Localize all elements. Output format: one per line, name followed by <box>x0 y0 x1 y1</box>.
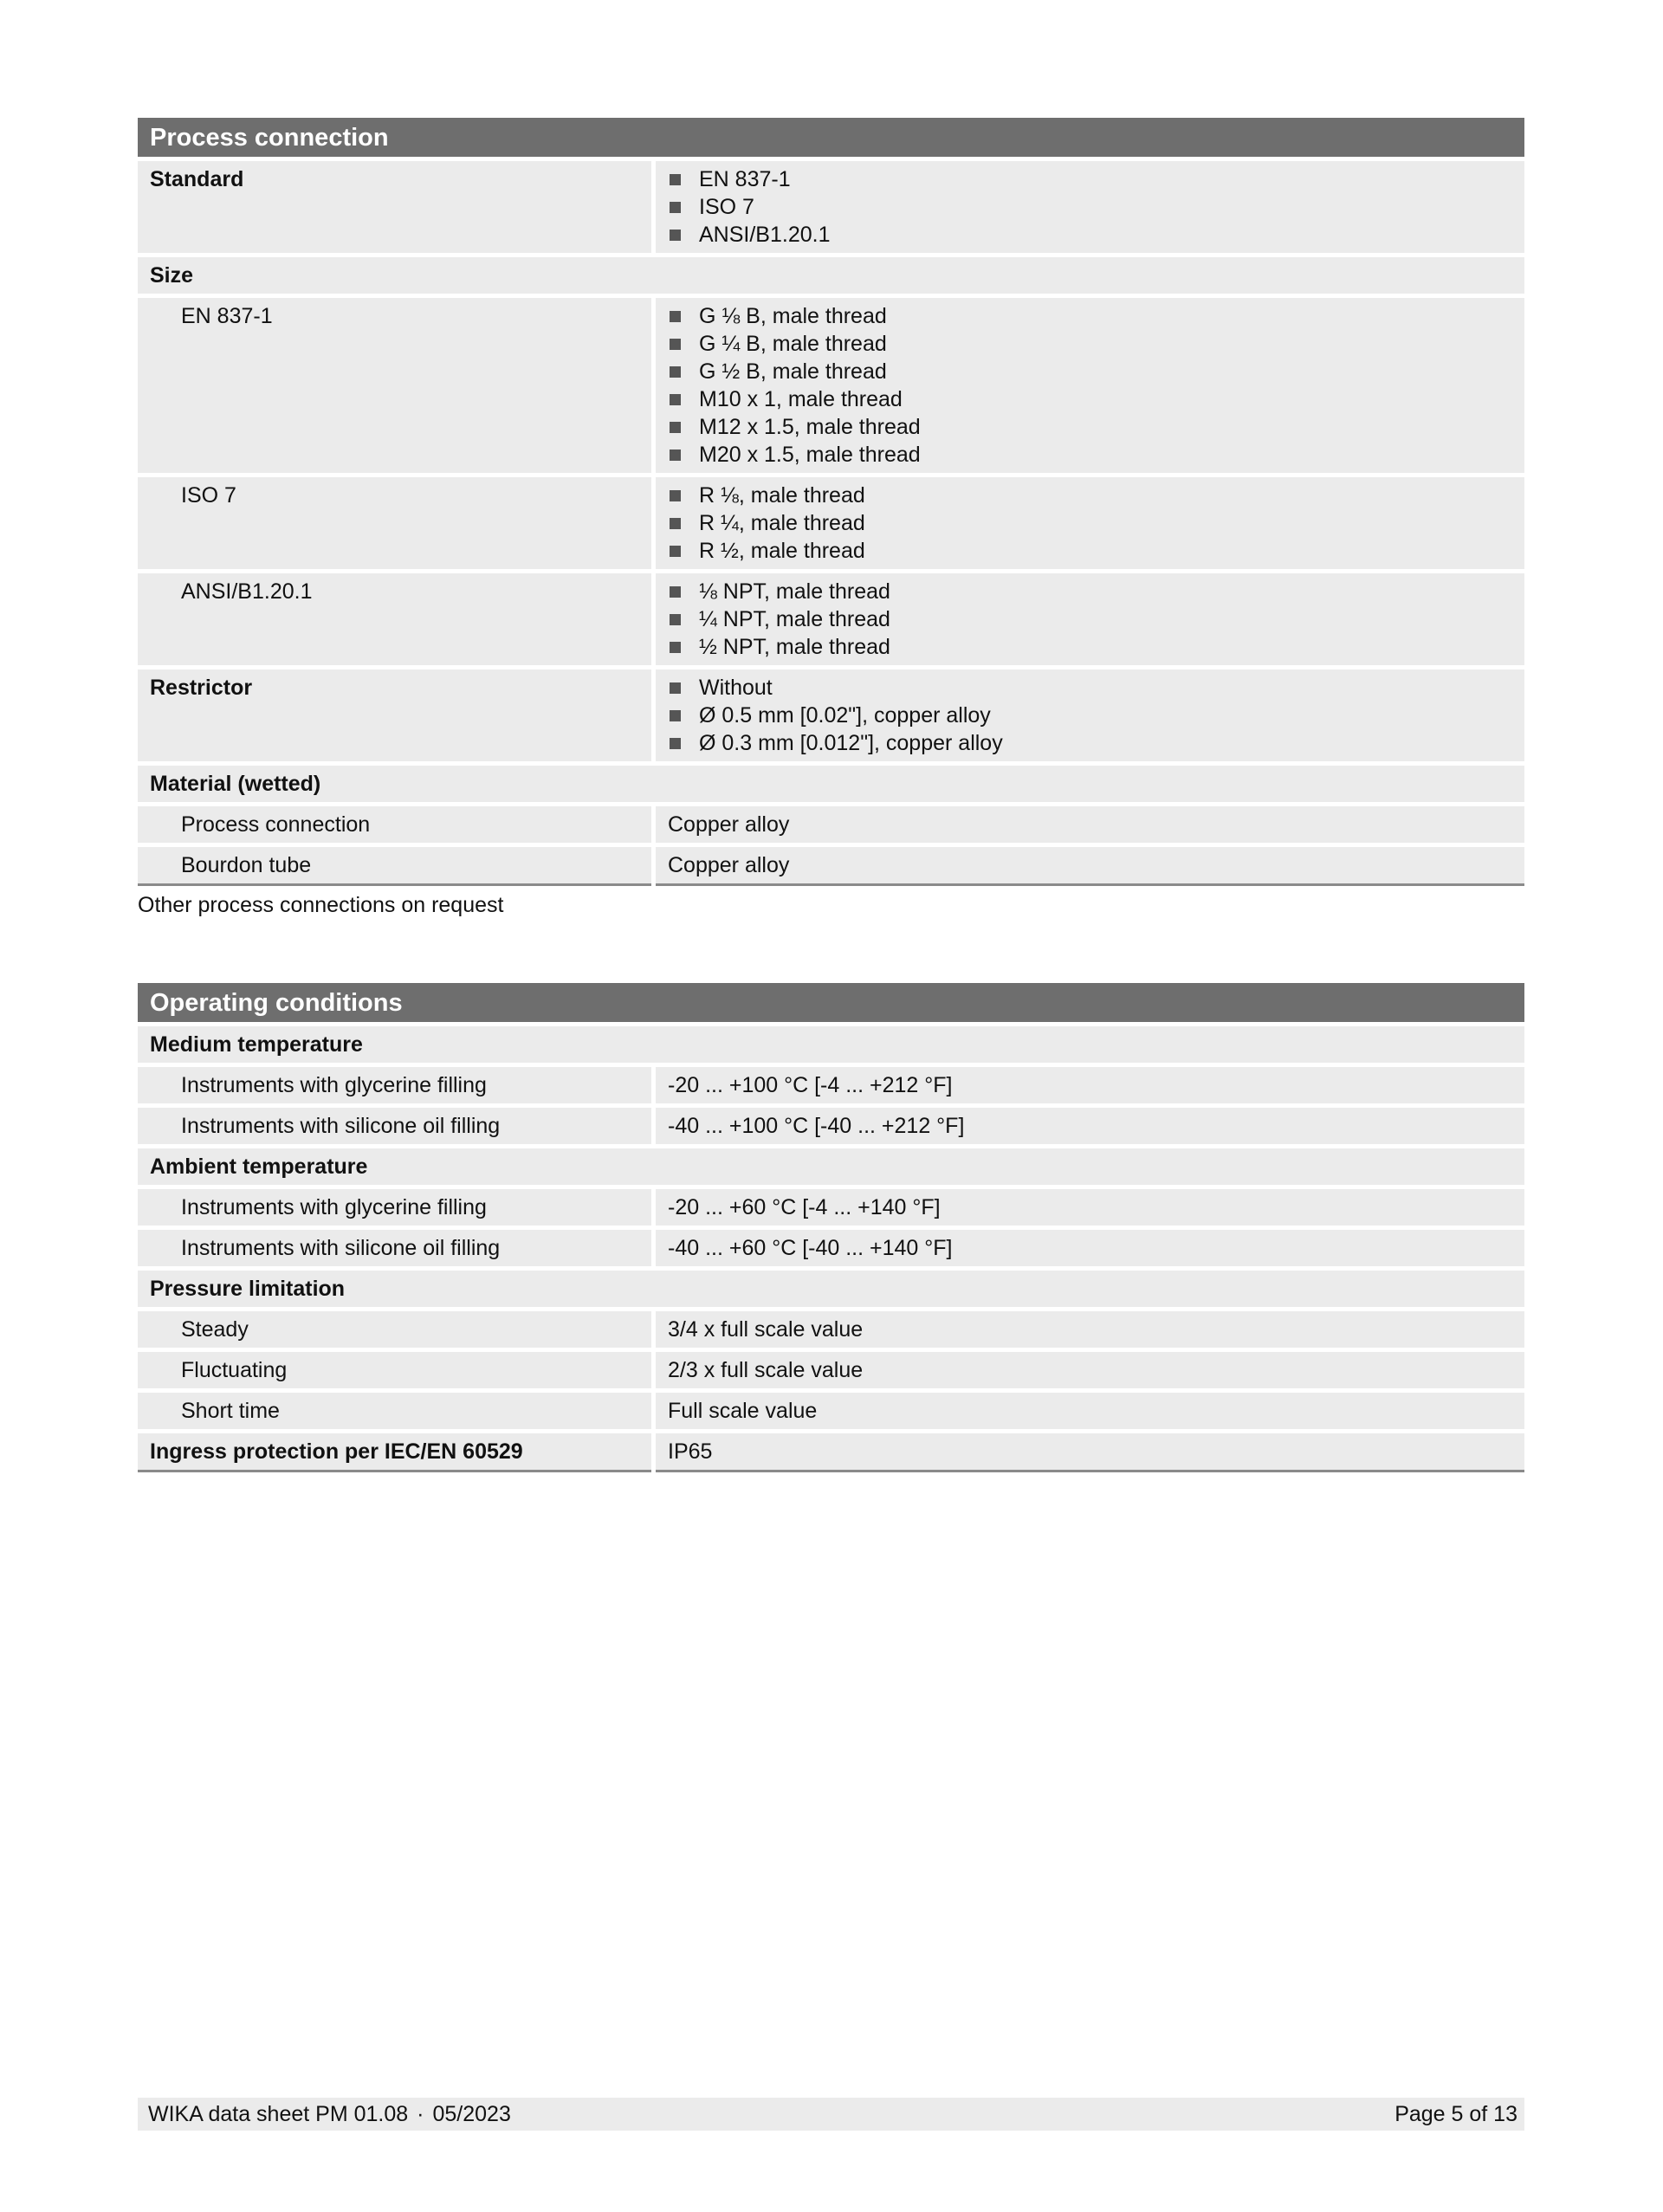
table-row-ambient-temperature-heading <box>138 1148 1524 1185</box>
table-row <box>138 1108 1524 1144</box>
list-item: ⅛ NPT, male thread <box>668 578 1524 605</box>
table-row <box>138 1352 1524 1388</box>
process-connection-table <box>138 118 1524 886</box>
row-value-size-en <box>656 298 1524 473</box>
row-label-size: Size <box>138 257 1524 294</box>
table-row-size-iso <box>138 477 1524 569</box>
table-row <box>138 1189 1524 1226</box>
row-value: 2/3 x full scale value <box>656 1352 1524 1388</box>
table-row-ingress-protection <box>138 1433 1524 1472</box>
list-item: M12 x 1.5, male thread <box>668 413 1524 441</box>
table-row-restrictor <box>138 669 1524 761</box>
table-row <box>138 1067 1524 1103</box>
row-value: -40 ... +100 °C [-40 ... +212 °F] <box>656 1108 1524 1144</box>
table-row <box>138 1393 1524 1429</box>
table-row-size-ansi <box>138 573 1524 665</box>
list-item: Without <box>668 674 1524 702</box>
section-header-operating-conditions: Operating conditions <box>138 983 1524 1022</box>
row-value-restrictor <box>656 669 1524 761</box>
list-item: R ¼, male thread <box>668 509 1524 537</box>
table-row-material-heading <box>138 766 1524 802</box>
row-label-size-ansi: ANSI/B1.20.1 <box>138 573 651 665</box>
row-label-standard: Standard <box>138 161 651 253</box>
list-item: M10 x 1, male thread <box>668 385 1524 413</box>
row-label: Instruments with silicone oil filling <box>138 1230 651 1266</box>
list-item: M20 x 1.5, male thread <box>668 441 1524 469</box>
row-label: Steady <box>138 1311 651 1348</box>
footer-doc-info <box>148 2098 511 2131</box>
row-label-medium-temperature: Medium temperature <box>138 1026 1524 1063</box>
row-value: -40 ... +60 °C [-40 ... +140 °F] <box>656 1230 1524 1266</box>
row-value: 3/4 x full scale value <box>656 1311 1524 1348</box>
table-row-material-bourdon-tube <box>138 847 1524 886</box>
footer-page-number: Page 5 of 13 <box>1394 2102 1517 2126</box>
row-label: Process connection <box>138 806 651 843</box>
list-item: R ½, male thread <box>668 537 1524 565</box>
row-label: Instruments with glycerine filling <box>138 1189 651 1226</box>
row-label-size-iso: ISO 7 <box>138 477 651 569</box>
footer-separator: · <box>417 2102 424 2126</box>
process-connection-note: Other process connections on request <box>138 893 504 917</box>
row-label-size-en: EN 837-1 <box>138 298 651 473</box>
list-item: G ½ B, male thread <box>668 358 1524 385</box>
table-row-pressure-limitation-heading <box>138 1271 1524 1307</box>
section-header-process-connection: Process connection <box>138 118 1524 157</box>
row-label-restrictor: Restrictor <box>138 669 651 761</box>
row-label: Short time <box>138 1393 651 1429</box>
table-row-size-en <box>138 298 1524 473</box>
row-value: -20 ... +100 °C [-4 ... +212 °F] <box>656 1067 1524 1103</box>
row-label-ambient-temperature: Ambient temperature <box>138 1148 1524 1185</box>
row-value-standard <box>656 161 1524 253</box>
row-value-ingress-protection: IP65 <box>656 1433 1524 1472</box>
operating-conditions-table <box>138 983 1524 1472</box>
table-row-size-heading <box>138 257 1524 294</box>
row-value: Copper alloy <box>656 806 1524 843</box>
list-item: Ø 0.5 mm [0.02"], copper alloy <box>668 702 1524 729</box>
table-row <box>138 1311 1524 1348</box>
list-item: G ⅛ B, male thread <box>668 302 1524 330</box>
row-value-size-iso <box>656 477 1524 569</box>
row-label: Instruments with silicone oil filling <box>138 1108 651 1144</box>
row-label-ingress-protection: Ingress protection per IEC/EN 60529 <box>138 1433 651 1472</box>
footer-date: 05/2023 <box>432 2102 511 2126</box>
list-item: ½ NPT, male thread <box>668 633 1524 661</box>
row-label: Instruments with glycerine filling <box>138 1067 651 1103</box>
list-item: ANSI/B1.20.1 <box>668 221 1524 249</box>
list-item: G ¼ B, male thread <box>668 330 1524 358</box>
row-label-pressure-limitation: Pressure limitation <box>138 1271 1524 1307</box>
table-row-material-process-connection <box>138 806 1524 843</box>
table-row-medium-temperature-heading <box>138 1026 1524 1063</box>
row-label-material: Material (wetted) <box>138 766 1524 802</box>
table-row <box>138 1230 1524 1266</box>
list-item: Ø 0.3 mm [0.012"], copper alloy <box>668 729 1524 757</box>
list-item: R ⅛, male thread <box>668 482 1524 509</box>
row-label: Fluctuating <box>138 1352 651 1388</box>
list-item: EN 837-1 <box>668 165 1524 193</box>
row-value: Full scale value <box>656 1393 1524 1429</box>
row-value: Copper alloy <box>656 847 1524 886</box>
list-item: ¼ NPT, male thread <box>668 605 1524 633</box>
list-item: ISO 7 <box>668 193 1524 221</box>
row-value-size-ansi <box>656 573 1524 665</box>
table-row-standard <box>138 161 1524 253</box>
row-value: -20 ... +60 °C [-4 ... +140 °F] <box>656 1189 1524 1226</box>
footer-doc-id: WIKA data sheet PM 01.08 <box>148 2102 409 2126</box>
page-footer <box>138 2098 1524 2131</box>
row-label: Bourdon tube <box>138 847 651 886</box>
